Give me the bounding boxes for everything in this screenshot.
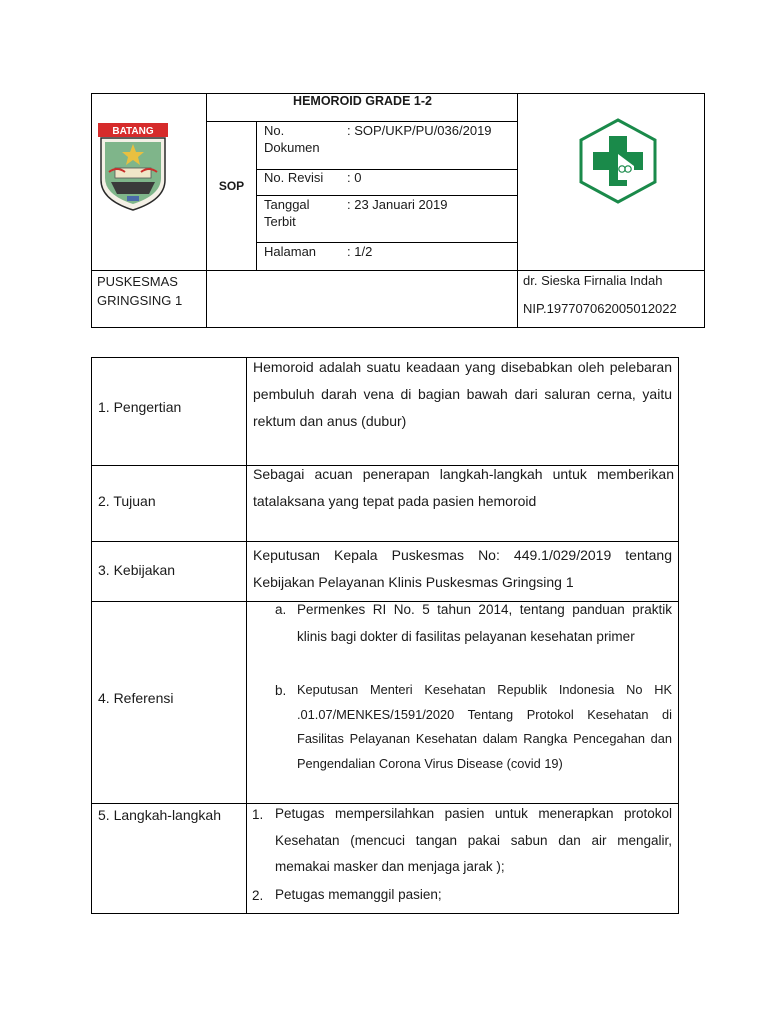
info-label-page: Halaman <box>264 244 317 259</box>
info-value-page: : 1/2 <box>347 244 373 259</box>
signer-nip: NIP.197707062005012022 <box>523 301 677 316</box>
info-value-doc-no: : SOP/UKP/PU/036/2019 <box>347 123 492 138</box>
section-text-tujuan: Sebagai acuan penerapan langkah-langkah untuk memberikan tatalaksana yang tepat pada pasien hemoroid <box>253 466 674 509</box>
emblem-label: BATANG <box>112 126 154 137</box>
section-text-kebijakan: Keputusan Kepala Puskesmas No: 449.1/029/2019 tentang Kebijakan Pelayanan Klinis Puskesmas Gringsing 1 <box>253 547 672 590</box>
puskesmas-logo <box>578 118 658 204</box>
list-marker: 1. <box>252 807 264 822</box>
organization-name <box>97 272 182 310</box>
info-label-line: Terbit <box>264 214 296 229</box>
list-marker: b. <box>275 683 287 698</box>
list-item: Petugas memanggil pasien; <box>275 887 442 902</box>
info-label-doc-no <box>264 122 320 156</box>
info-label-line: Dokumen <box>264 140 320 155</box>
document-title: HEMOROID GRADE 1-2 <box>293 94 432 108</box>
section-text-pengertian: Hemoroid adalah suatu keadaan yang disebabkan oleh pelebaran pembuluh darah vena di bagian bawah dari saluran cerna, yaitu rektum dan anus (dubur) <box>253 359 672 429</box>
organization-line: PUSKESMAS <box>97 274 178 289</box>
organization-line: GRINGSING 1 <box>97 293 183 308</box>
signer-name: dr. Sieska Firnalia Indah <box>523 273 663 288</box>
list-marker: 2. <box>252 888 264 903</box>
list-item: Petugas mempersilahkan pasien untuk menerapkan protokol Kesehatan (mencuci tangan pakai sabun dan air mengalir, memakai masker dan menjaga jarak ); <box>275 806 672 874</box>
info-label-revision: No. Revisi <box>264 170 324 185</box>
section-label-langkah: 5. Langkah-langkah <box>98 807 221 823</box>
info-value-issued: : 23 Januari 2019 <box>347 197 448 212</box>
section-label-kebijakan: 3. Kebijakan <box>98 562 176 578</box>
batang-emblem <box>97 122 169 212</box>
list-item: Permenkes RI No. 5 tahun 2014, tentang panduan praktik klinis bagi dokter di fasilitas pelayanan kesehatan primer <box>297 602 672 644</box>
list-marker: a. <box>275 602 287 617</box>
section-label-referensi: 4. Referensi <box>98 690 174 706</box>
info-value-revision: : 0 <box>347 170 362 185</box>
list-item: Keputusan Menteri Kesehatan Republik Indonesia No HK .01.07/MENKES/1591/2020 Tentang Protokol Kesehatan di Fasilitas Pelayanan Kesehatan dalam Rangka Pencegahan dan Pengendalian Corona Virus Disease (covid 19) <box>297 682 672 771</box>
sop-label: SOP <box>218 179 245 193</box>
info-label-line: No. <box>264 123 285 138</box>
info-label-issued <box>264 196 310 230</box>
info-label-line: Tanggal <box>264 197 310 212</box>
section-label-tujuan: 2. Tujuan <box>98 493 156 509</box>
section-label-pengertian: 1. Pengertian <box>98 399 182 415</box>
